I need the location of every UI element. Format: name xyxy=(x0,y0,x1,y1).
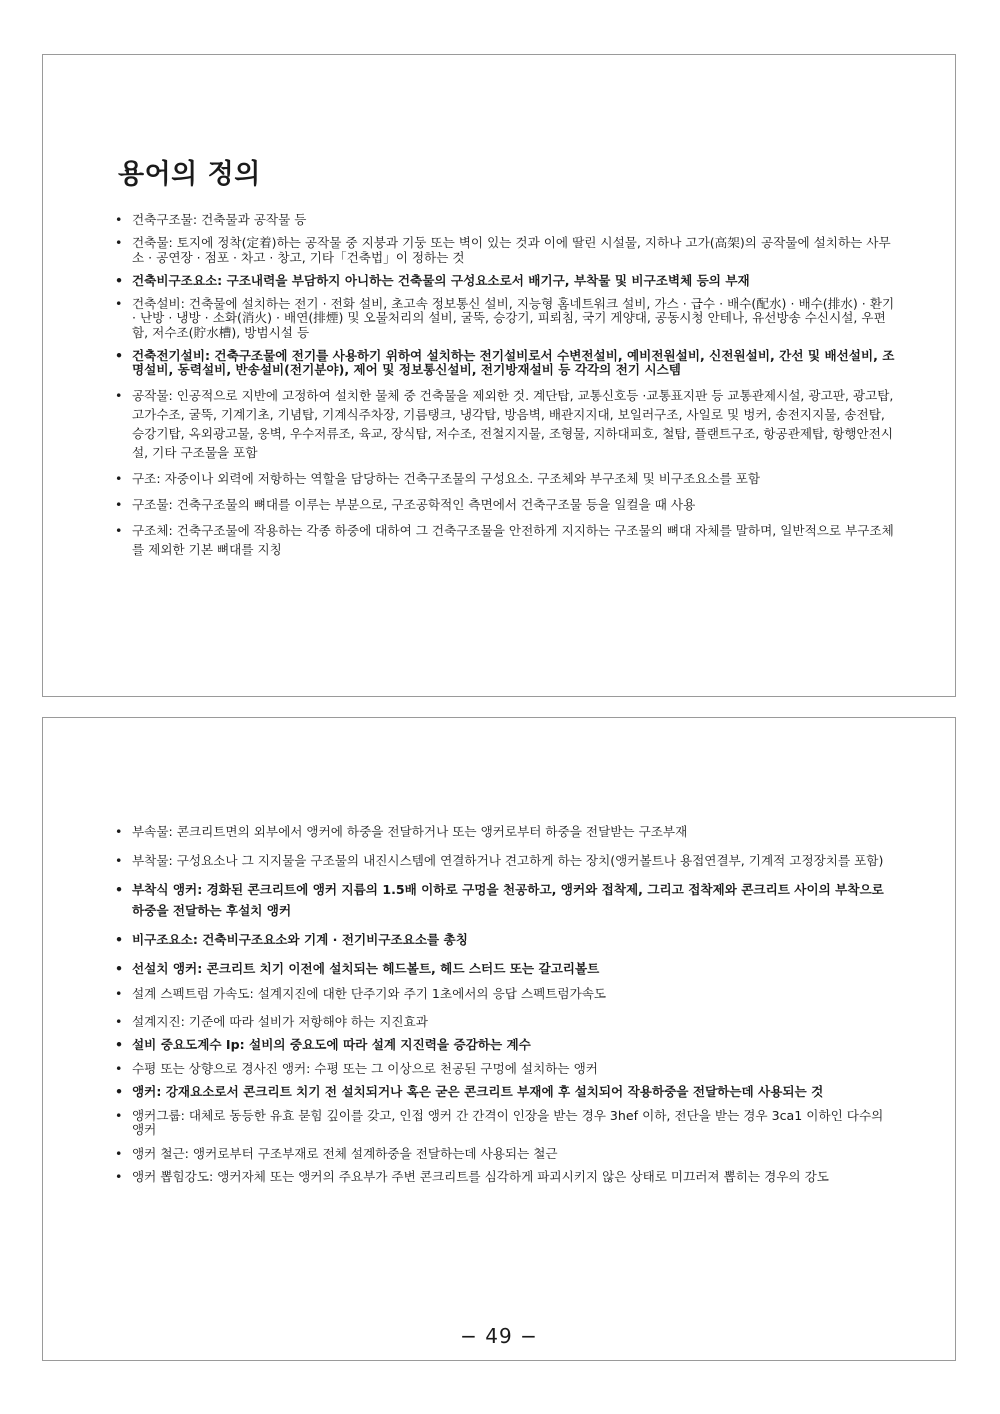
list-item-text: 비구조요소: 건축비구조요소와 기계 · 전기비구조요소를 총칭 xyxy=(132,932,468,947)
list-item-text: 부속물: 콘크리트면의 외부에서 앵커에 하중을 전달하거나 또는 앵커로부터 하중을 전달받는 구조부재 xyxy=(132,824,688,839)
bullet-icon: • xyxy=(115,1013,123,1029)
list-item-text: 건축비구조요소: 구조내력을 부담하지 아니하는 건축물의 구성요소로서 배기구, 부착물 및 비구조벽체 등의 부재 xyxy=(132,272,750,288)
list-item-text: 앵커: 강재요소로서 콘크리트 치기 전 설치되거나 혹은 굳은 콘크리트 부재에 후 설치되어 작용하중을 전달하는데 사용되는 것 xyxy=(132,1084,824,1099)
list-item xyxy=(115,1109,895,1138)
bullet-icon: • xyxy=(115,212,123,227)
list-item-text: 건축구조물: 건축물과 공작물 등 xyxy=(132,212,307,227)
bullet-icon: • xyxy=(115,882,124,897)
bullet-icon: • xyxy=(115,824,123,839)
list-item xyxy=(115,213,895,228)
definition-list-2 xyxy=(115,821,895,1194)
list-item xyxy=(115,349,895,378)
bullet-icon: • xyxy=(115,1107,123,1123)
list-item xyxy=(115,521,895,559)
list-item xyxy=(115,386,895,462)
list-item xyxy=(115,495,895,514)
list-item xyxy=(115,1170,895,1185)
list-item xyxy=(115,987,895,1002)
list-item-text: 부착물: 구성요소나 그 지지물을 구조물의 내진시스템에 연결하거나 견고하게 하는 장치(앵커볼트나 용접연결부, 기계적 고정장치를 포함) xyxy=(132,853,884,868)
list-item xyxy=(115,821,895,842)
list-item-text: 앵커 철근: 앵커로부터 구조부재로 전체 설계하중을 전달하는데 사용되는 철근 xyxy=(132,1145,558,1161)
list-item xyxy=(115,929,895,950)
list-item xyxy=(115,1015,895,1030)
bullet-icon: • xyxy=(115,497,123,512)
definition-list-1 xyxy=(115,213,895,566)
bullet-icon: • xyxy=(115,853,123,868)
list-item xyxy=(115,1085,895,1100)
list-item xyxy=(115,1038,895,1053)
list-item xyxy=(115,274,895,289)
list-item xyxy=(115,958,895,979)
list-item-text: 구조물: 건축구조물의 뼈대를 이루는 부분으로, 구조공학적인 측면에서 건축구조물 등을 일컬을 때 사용 xyxy=(132,497,696,512)
bullet-icon: • xyxy=(115,272,124,288)
bullet-icon: • xyxy=(115,471,123,486)
list-item-text: 건축전기설비: 건축구조물에 전기를 사용하기 위하여 설치하는 전기설비로서 수변전설비, 예비전원설비, 신전원설비, 간선 및 배선설비, 조명설비, 동력설비, 반송설비(전기분야), 제어 및 정보통신설비, 전기방재설비 등 각각의 전기 시스템 xyxy=(132,347,895,377)
bullet-icon: • xyxy=(115,523,123,538)
bullet-icon: • xyxy=(115,932,124,947)
list-item-text: 건축설비: 건축물에 설치하는 전기 · 전화 설비, 초고속 정보통신 설비, 지능형 홈네트워크 설비, 가스 · 급수 · 배수(配水) · 배수(排水) · 환기 · 난방 · 냉방 · 소화(消火) · 배연(排煙) 및 오물처리의 설비, 굴뚝, 승강기, 피뢰침, 국기 게양대, 공동시청 안테나, 유선방송 수신시설, 우편함, 저수조(貯水槽), 방범시설 등 xyxy=(132,295,895,340)
page-number: − 49 − xyxy=(460,1324,538,1348)
bullet-icon: • xyxy=(115,1037,124,1052)
list-item-text: 구조체: 건축구조물에 작용하는 각종 하중에 대하여 그 건축구조물을 안전하게 지지하는 구조물의 뼈대 자체를 말하며, 일반적으로 부구조체를 제외한 기본 뼈대를 지칭 xyxy=(132,523,894,557)
list-item-text: 수평 또는 상향으로 경사진 앵커: 수평 또는 그 이상으로 천공된 구멍에 설치하는 앵커 xyxy=(132,1060,598,1076)
list-item xyxy=(115,469,895,488)
bullet-icon: • xyxy=(115,295,123,311)
list-item-text: 구조: 자중이나 외력에 저항하는 역할을 담당하는 건축구조물의 구성요소. 구조체와 부구조체 및 비구조요소를 포함 xyxy=(132,471,761,486)
bullet-icon: • xyxy=(115,986,123,1001)
bullet-icon: • xyxy=(115,961,124,976)
list-item xyxy=(115,1062,895,1077)
list-item-text: 설계지진: 기준에 따라 설비가 저항해야 하는 지진효과 xyxy=(132,1013,428,1029)
list-item xyxy=(115,850,895,871)
list-item-text: 선설치 앵커: 콘크리트 치기 이전에 설치되는 헤드볼트, 헤드 스터드 또는 갈고리볼트 xyxy=(132,961,600,976)
list-item-text: 공작물: 인공적으로 지반에 고정하여 설치한 물체 중 건축물을 제외한 것. 계단탑, 교통신호등 ·교통표지판 등 교통관제시설, 광고판, 광고탑, 고가수조, 굴뚝, 기계기초, 기념탑, 기계식주차장, 기름탱크, 냉각탑, 방음벽, 배관지지대, 보일러구조, 사일로 및 벙커, 송전지지물, 송전탑, 승강기탑, 옥외광고물, 옹벽, 우수저류조, 육교, 장식탑, 저수조, 전철지지물, 조형물, 지하대피호, 철탑, 플랜트구조, 항공관제탑, 항행안전시설, 기타 구조물을 포함 xyxy=(132,388,894,460)
bullet-icon: • xyxy=(115,347,124,363)
bullet-icon: • xyxy=(115,1145,123,1161)
list-item xyxy=(115,236,895,265)
slide-1 xyxy=(42,54,956,697)
bullet-icon: • xyxy=(115,1169,123,1184)
list-item-text: 앵커 뽑힘강도: 앵커자체 또는 앵커의 주요부가 주변 콘크리트를 심각하게 파괴시키지 않은 상태로 미끄러져 뽑히는 경우의 강도 xyxy=(132,1169,829,1184)
list-item-text: 부착식 앵커: 경화된 콘크리트에 앵커 지름의 1.5배 이하로 구멍을 천공하고, 앵커와 접착제, 그리고 접착제와 콘크리트 사이의 부착으로 하중을 전달하는 후설치 앵커 xyxy=(132,882,884,918)
slide-title: 용어의 정의 xyxy=(118,159,261,190)
list-item-text: 설계 스펙트럼 가속도: 설계지진에 대한 단주기와 주기 1초에서의 응답 스펙트럼가속도 xyxy=(132,986,607,1001)
list-item-text: 건축물: 토지에 정착(定着)하는 공작물 중 지붕과 기둥 또는 벽이 있는 것과 이에 딸린 시설물, 지하나 고가(高架)의 공작물에 설치하는 사무소 · 공연장 · 점포 · 차고 · 창고, 기타「건축법」이 정하는 것 xyxy=(132,235,891,265)
bullet-icon: • xyxy=(115,1060,123,1076)
bullet-icon: • xyxy=(115,388,123,403)
list-item xyxy=(115,1147,895,1162)
list-item-text: 설비 중요도계수 Ip: 설비의 중요도에 따라 설계 지진력을 증감하는 계수 xyxy=(132,1037,531,1052)
slide-2 xyxy=(42,717,956,1361)
list-item xyxy=(115,879,895,921)
bullet-icon: • xyxy=(115,235,123,250)
bullet-icon: • xyxy=(115,1084,124,1099)
list-item xyxy=(115,297,895,341)
list-item-text: 앵커그룹: 대체로 동등한 유효 묻힘 깊이를 갖고, 인접 앵커 간 간격이 인장을 받는 경우 3hef 이하, 전단을 받는 경우 3ca1 이하인 다수의 앵커 xyxy=(132,1107,884,1137)
